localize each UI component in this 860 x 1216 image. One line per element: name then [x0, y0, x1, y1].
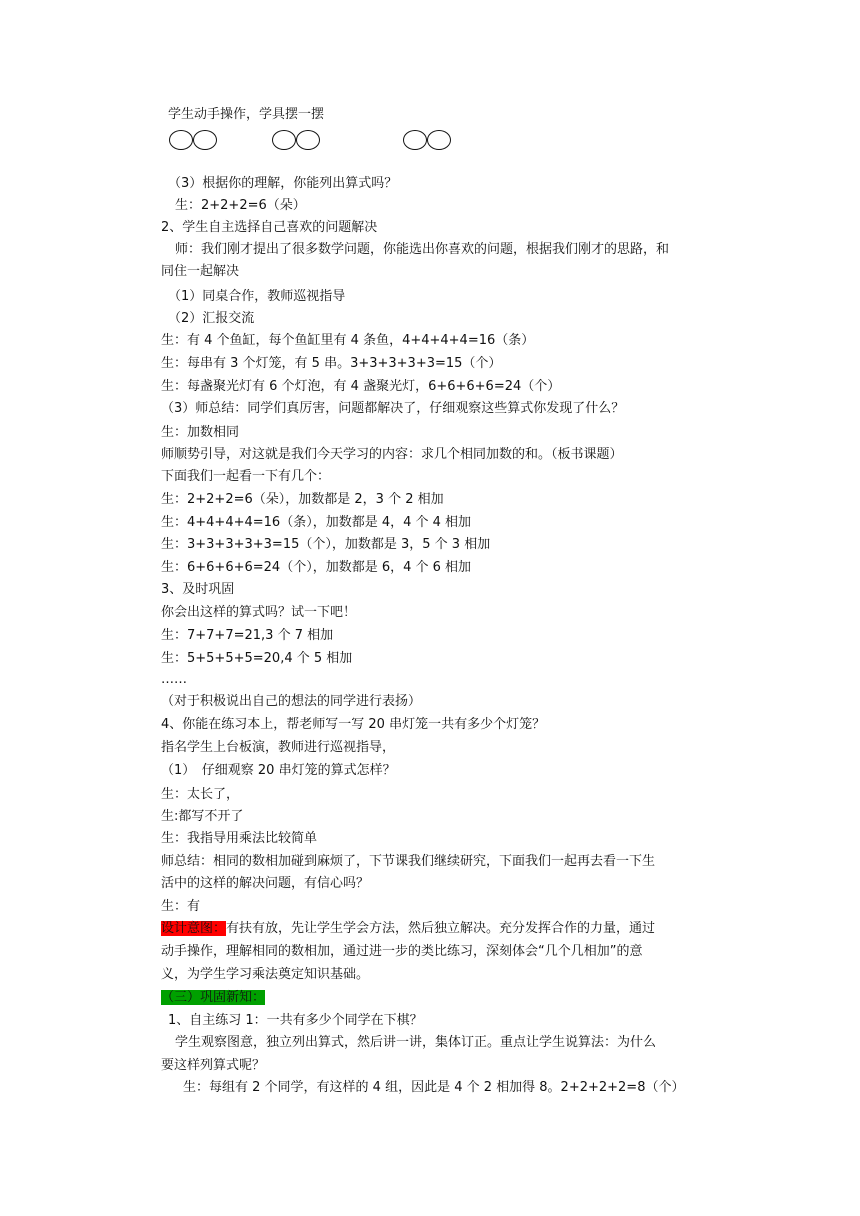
- section-heading: 4、你能在练习本上，帮老师写一写 20 串灯笼一共有多少个灯笼？: [161, 717, 546, 732]
- text-line: （1） 仔细观察 20 串灯笼的算式怎样？: [161, 763, 396, 778]
- text-line: 学生动手操作，学具摆一摆: [168, 107, 325, 122]
- text-line: 要这样列算式呢？: [161, 1058, 266, 1073]
- text-line: ……: [161, 672, 187, 687]
- text-line: 生:都写不开了: [161, 809, 244, 824]
- circle-shape: [296, 130, 320, 150]
- text-line: 生：每串有 3 个灯笼，有 5 串。3+3+3+3+3=15（个）: [161, 356, 502, 371]
- design-intent-label: 设计意图：: [161, 921, 227, 936]
- circle-shape: [427, 130, 451, 150]
- text-line: 学生观察图意，独立列出算式，然后讲一讲，集体订正。重点让学生说算法：为什么: [175, 1035, 657, 1050]
- design-intent-line: [0, 919, 860, 939]
- text-line: 生：加数相同: [161, 425, 240, 440]
- text-line: 同住一起解决: [161, 264, 240, 279]
- circle-shape: [403, 130, 427, 150]
- text-line: 你会出这样的算式吗？试一下吧！: [161, 605, 357, 620]
- text-line: 生：2+2+2=6（朵）: [175, 198, 306, 213]
- text-line: 生：有: [161, 899, 201, 914]
- section-heading: 3、及时巩固: [161, 582, 235, 597]
- text-line: （1）同桌合作，教师巡视指导: [168, 289, 346, 304]
- text-line: （3）根据你的理解，你能列出算式吗？: [168, 176, 398, 191]
- text-line: 动手操作，理解相同的数相加，通过进一步的类比练习，深刻体会“几个几相加”的意: [161, 944, 643, 959]
- text-line: 生：我指导用乘法比较简单: [161, 831, 318, 846]
- text-line: 生：7+7+7=21,3 个 7 相加: [161, 628, 334, 643]
- text-line: 1、自主练习 1：一共有多少个同学在下棋？: [168, 1013, 423, 1028]
- circle-shape: [193, 130, 217, 150]
- text-line: 生：太长了，: [161, 787, 240, 802]
- text-line: 生：4+4+4+4=16（条），加数都是 4，4 个 4 相加: [161, 515, 472, 530]
- text-line: 师总结：相同的数相加碰到麻烦了，下节课我们继续研究，下面我们一起再去看一下生: [161, 854, 656, 869]
- text-line: 生：5+5+5+5=20,4 个 5 相加: [161, 651, 353, 666]
- text-line: 生：3+3+3+3+3=15（个），加数都是 3，5 个 3 相加: [161, 537, 491, 552]
- text-line: 师：我们刚才提出了很多数学问题，你能选出你喜欢的问题，根据我们刚才的思路，和: [175, 242, 670, 257]
- section-heading: 2、学生自主选择自己喜欢的问题解决: [161, 220, 378, 235]
- text-line: （3）师总结：同学们真厉害，问题都解决了，仔细观察这些算式你发现了什么？: [161, 401, 625, 416]
- circle-shape: [169, 130, 193, 150]
- text-line: 师顺势引导，对这就是我们今天学习的内容：求几个相同加数的和。（板书课题）: [161, 447, 623, 462]
- text-line: 生：有 4 个鱼缸，每个鱼缸里有 4 条鱼，4+4+4+4=16（条）: [161, 333, 535, 348]
- section-title-line: [0, 988, 860, 1008]
- text-line: 指名学生上台板演，教师进行巡视指导，: [161, 740, 396, 755]
- text-line: 生：2+2+2=6（朵），加数都是 2，3 个 2 相加: [161, 492, 444, 507]
- text-line: 下面我们一起看一下有几个：: [161, 469, 331, 484]
- circle-shape: [272, 130, 296, 150]
- text-line: 义，为学生学习乘法奠定知识基础。: [161, 967, 370, 982]
- design-intent-text: 有扶有放，先让学生学会方法，然后独立解决。充分发挥合作的力量，通过: [226, 921, 656, 936]
- text-line: 生：每组有 2 个同学，有这样的 4 组，因此是 4 个 2 相加得 8。2+2+2+2=8（个）: [183, 1080, 685, 1095]
- text-line: 生：6+6+6+6=24（个），加数都是 6，4 个 6 相加: [161, 560, 472, 575]
- text-line: 生：每盏聚光灯有 6 个灯泡，有 4 盏聚光灯，6+6+6+6=24（个）: [161, 379, 561, 394]
- section-title: （三）巩固新知：: [161, 990, 266, 1005]
- text-line: 活中的这样的解决问题，有信心吗？: [161, 876, 370, 891]
- text-line: （2）汇报交流: [168, 311, 255, 326]
- text-line: （对于积极说出自己的想法的同学进行表扬）: [161, 694, 422, 709]
